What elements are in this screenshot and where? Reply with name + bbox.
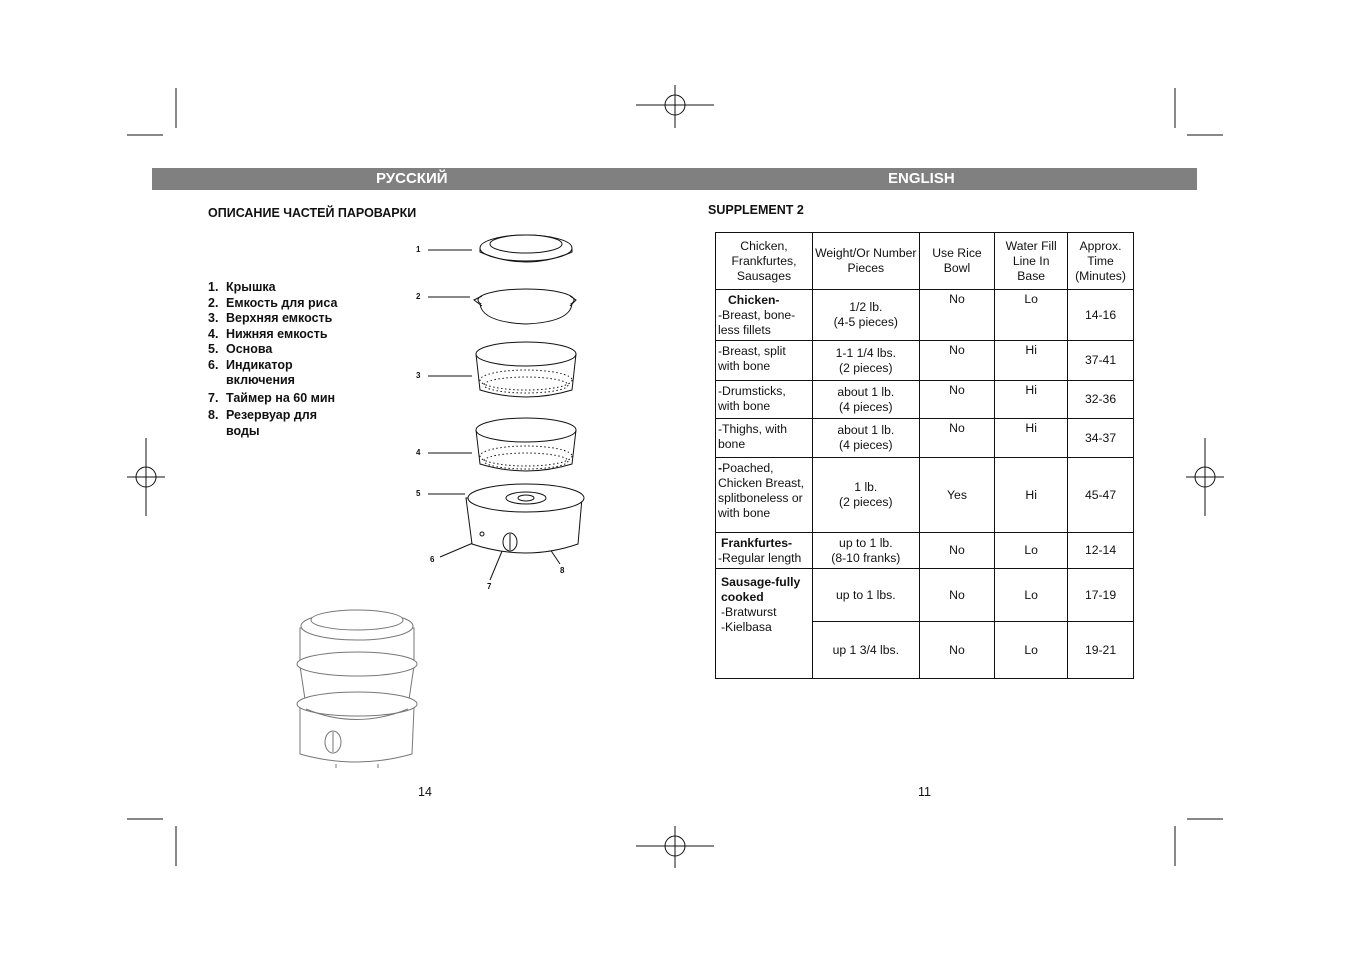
water-cell: Hi [995, 419, 1068, 458]
header-rice-bowl: Use Rice Bowl [919, 233, 995, 290]
header-weight: Weight/Or Number Pieces [812, 233, 919, 290]
weight-cell: 1 lb. (2 pieces) [812, 458, 919, 533]
water-cell: Lo [995, 569, 1068, 622]
supplement-title: SUPPLEMENT 2 [708, 203, 804, 217]
callout-7: 7 [487, 582, 492, 591]
water-cell: Hi [995, 341, 1068, 381]
base-icon [466, 484, 584, 553]
upper-basket-icon [476, 342, 576, 397]
rice-bowl-cell: No [919, 533, 995, 569]
rice-bowl-cell: No [919, 419, 995, 458]
table-row [716, 381, 1134, 419]
weight-cell: 1-1 1/4 lbs. (2 pieces) [812, 341, 919, 381]
time-cell: 34-37 [1068, 419, 1134, 458]
rice-bowl-cell: No [919, 290, 995, 341]
page-number-left: 14 [418, 785, 432, 799]
time-cell: 37-41 [1068, 341, 1134, 381]
header-food: Chicken, Frankfurtes, Sausages [716, 233, 813, 290]
header-title-english: ENGLISH [888, 170, 955, 187]
time-cell: 14-16 [1068, 290, 1134, 341]
water-cell: Lo [995, 290, 1068, 341]
page-number-right: 11 [918, 785, 931, 799]
rice-bowl-cell: Yes [919, 458, 995, 533]
registration-mark-left [127, 438, 165, 516]
table-row [716, 290, 1134, 341]
food-cell: Sausage-fully cooked -Bratwurst -Kielbasa [716, 569, 813, 679]
food-cell: Chicken- -Breast, bone-less fillets [716, 290, 813, 341]
parts-list [208, 280, 366, 439]
lower-basket-icon [476, 418, 576, 471]
table-row [716, 458, 1134, 533]
rice-bowl-cell: No [919, 569, 995, 622]
assembled-steamer-illustration [286, 604, 426, 774]
callout-3: 3 [416, 371, 421, 380]
part-item: 8. Резервуар для воды [208, 408, 318, 438]
registration-mark-bottom [636, 826, 714, 868]
table-row [716, 341, 1134, 381]
table-row [716, 533, 1134, 569]
food-cell: -Drumsticks, with bone [716, 381, 813, 419]
water-cell: Lo [995, 533, 1068, 569]
callout-8: 8 [560, 566, 565, 575]
time-cell: 45-47 [1068, 458, 1134, 533]
food-cell: -Breast, split with bone [716, 341, 813, 381]
registration-mark-right [1186, 438, 1224, 516]
weight-cell: up to 1 lb. (8-10 franks) [812, 533, 919, 569]
table-row [716, 419, 1134, 458]
callout-2: 2 [416, 292, 421, 301]
time-cell: 32-36 [1068, 381, 1134, 419]
part-item: 5. Основа [208, 342, 273, 356]
time-cell: 17-19 [1068, 569, 1134, 622]
callout-1: 1 [416, 245, 421, 254]
part-item: 1. Крышка [208, 280, 276, 294]
weight-cell: about 1 lb. (4 pieces) [812, 381, 919, 419]
steamer-exploded-diagram [410, 222, 595, 597]
water-cell: Hi [995, 381, 1068, 419]
callout-4: 4 [416, 448, 421, 457]
header-water: Water Fill Line In Base [995, 233, 1068, 290]
weight-cell: 1/2 lb. (4-5 pieces) [812, 290, 919, 341]
part-item: 2. Емкость для риса [208, 295, 338, 310]
registration-mark-top [636, 85, 714, 128]
callout-5: 5 [416, 489, 421, 498]
parts-section-title: ОПИСАНИЕ ЧАСТЕЙ ПАРОВАРКИ [208, 206, 417, 220]
header-time: Approx. Time (Minutes) [1068, 233, 1134, 290]
food-cell: -Poached, Chicken Breast, splitboneless or with bone [716, 458, 813, 533]
callout-6: 6 [430, 555, 435, 564]
rice-bowl-cell: No [919, 622, 995, 679]
table-row [716, 569, 1134, 622]
rice-bowl-cell: No [919, 341, 995, 381]
food-cell: Frankfurtes- -Regular length [716, 533, 813, 569]
weight-cell: up 1 3/4 lbs. [812, 622, 919, 679]
water-cell: Lo [995, 622, 1068, 679]
part-item: 4. Нижняя емкость [208, 326, 328, 341]
table-header-row [716, 233, 1134, 290]
time-cell: 19-21 [1068, 622, 1134, 679]
cooking-time-table [715, 232, 1134, 679]
part-item: 7. Таймер на 60 мин [208, 390, 336, 405]
water-cell: Hi [995, 458, 1068, 533]
part-item: 6. Индикатор включения [208, 357, 295, 387]
rice-bowl-cell: No [919, 381, 995, 419]
part-item: 3. Верхняя емкость [208, 311, 333, 325]
weight-cell: about 1 lb. (4 pieces) [812, 419, 919, 458]
rice-bowl-icon [474, 289, 576, 324]
language-header-bar [152, 168, 1197, 190]
food-cell: -Thighs, with bone [716, 419, 813, 458]
header-title-russian: РУССКИЙ [376, 170, 448, 187]
weight-cell: up to 1 lbs. [812, 569, 919, 622]
lid-icon [480, 235, 572, 262]
time-cell: 12-14 [1068, 533, 1134, 569]
